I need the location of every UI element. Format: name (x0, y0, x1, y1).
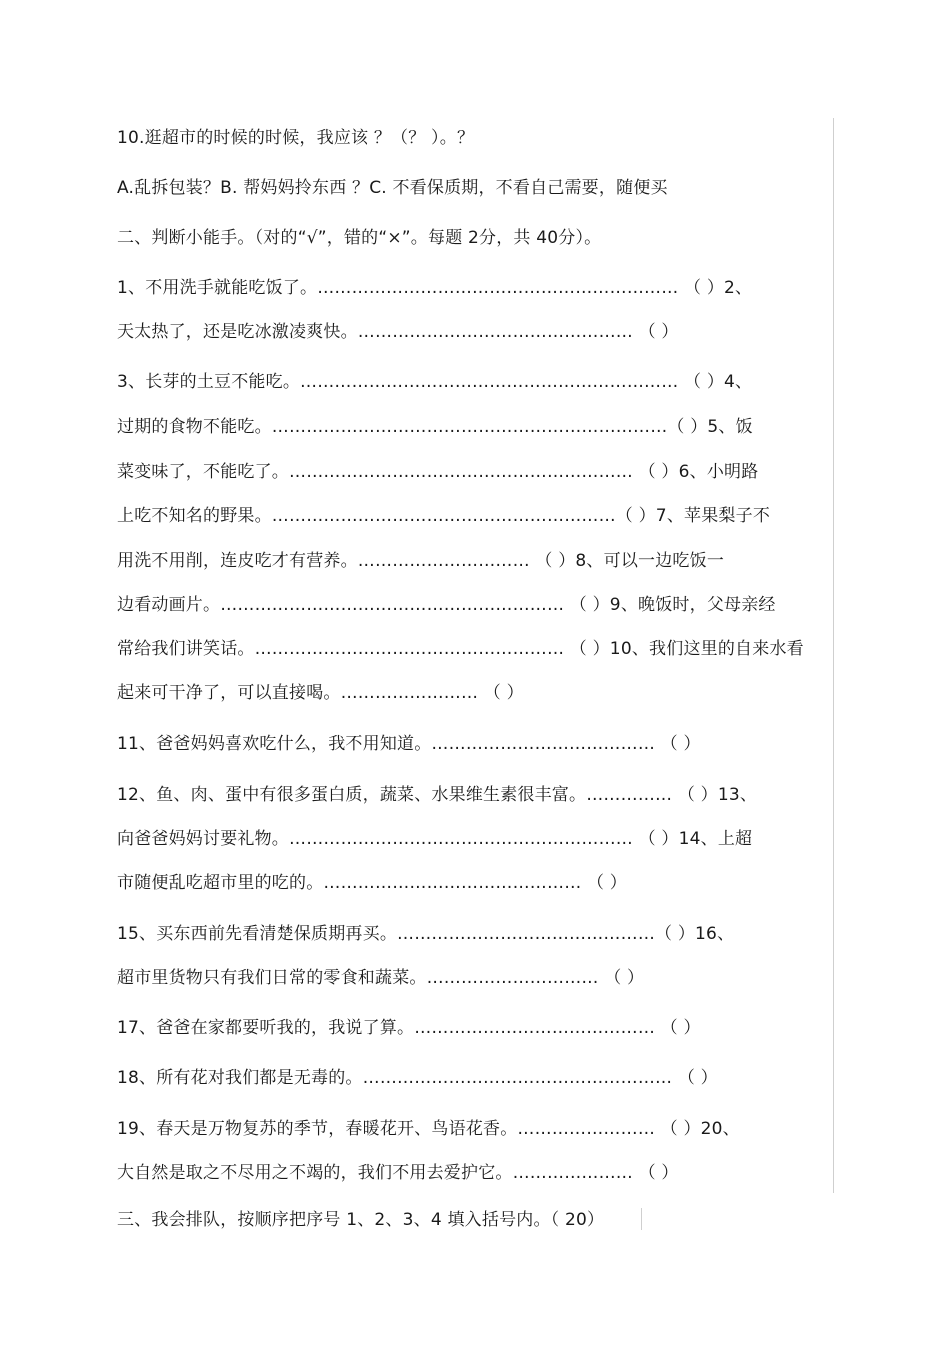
question-10-line: 10.逛超市的时候的时候，我应该 ？（？ ）。？ (117, 128, 475, 148)
judgment-line-5: 菜变味了，不能吃了。…………………………………………………… （ ）6、小明路 (117, 462, 759, 482)
judgment-line-19: 19、春天是万物复苏的季节，春暖花开、鸟语花香。…………………… （ ）20、 (117, 1119, 740, 1139)
judgment-line-15: 15、买东西前先看清楚保质期再买。………………………………………（ ）16、 (117, 924, 735, 944)
judgment-line-13: 向爸爸妈妈讨要礼物。…………………………………………………… （ ）14、上超 (117, 829, 753, 849)
judgment-line-2: 天太热了，还是吃冰激凌爽快。………………………………………… （ ） (117, 322, 679, 342)
judgment-line-1: 1、不用洗手就能吃饭了。……………………………………………………… （ ）2、 (117, 278, 753, 298)
question-10-options: A.乱拆包装？B. 帮妈妈拎东西 ？C. 不看保质期，不看自己需要，随便买 (117, 178, 668, 198)
judgment-line-9: 常给我们讲笑话。……………………………………………… （ ）10、我们这里的自来水看 (117, 639, 804, 659)
judgment-line-8: 边看动画片。…………………………………………………… （ ）9、晚饭时，父母亲经 (117, 595, 776, 615)
judgment-line-16: 超市里货物只有我们日常的零食和蔬菜。………………………… （ ） (117, 968, 645, 988)
right-margin-rule (833, 118, 834, 1193)
judgment-line-4: 过期的食物不能吃。……………………………………………………………（ ）5、饭 (117, 417, 753, 437)
section-2-heading: 二、判断小能手。（对的“√”，错的“×”。每题 2分，共 40分）。 (117, 228, 602, 248)
bottom-margin-rule (641, 1208, 642, 1230)
judgment-line-12: 12、鱼、肉、蛋中有很多蛋白质，蔬菜、水果维生素很丰富。…………… （ ）13、 (117, 785, 758, 805)
judgment-line-14: 市随便乱吃超市里的吃的。……………………………………… （ ） (117, 873, 628, 893)
judgment-line-20: 大自然是取之不尽用之不竭的，我们不用去爱护它。………………… （ ） (117, 1163, 679, 1183)
judgment-line-18: 18、所有花对我们都是无毒的。……………………………………………… （ ） (117, 1068, 718, 1088)
judgment-line-7: 用洗不用削，连皮吃才有营养。………………………… （ ）8、可以一边吃饭一 (117, 551, 725, 571)
judgment-line-17: 17、爸爸在家都要听我的，我说了算。…………………………………… （ ） (117, 1018, 701, 1038)
judgment-line-3: 3、长芽的土豆不能吃。………………………………………………………… （ ）4、 (117, 372, 753, 392)
section-3-heading: 三、我会排队，按顺序把序号 1、2、3、4 填入括号内。（ 20） (117, 1210, 605, 1230)
judgment-line-10: 起来可干净了，可以直接喝。…………………… （ ） (117, 683, 524, 703)
judgment-line-11: 11、爸爸妈妈喜欢吃什么，我不用知道。………………………………… （ ） (117, 734, 701, 754)
judgment-line-6: 上吃不知名的野果。……………………………………………………（ ）7、苹果梨子不 (117, 506, 771, 526)
